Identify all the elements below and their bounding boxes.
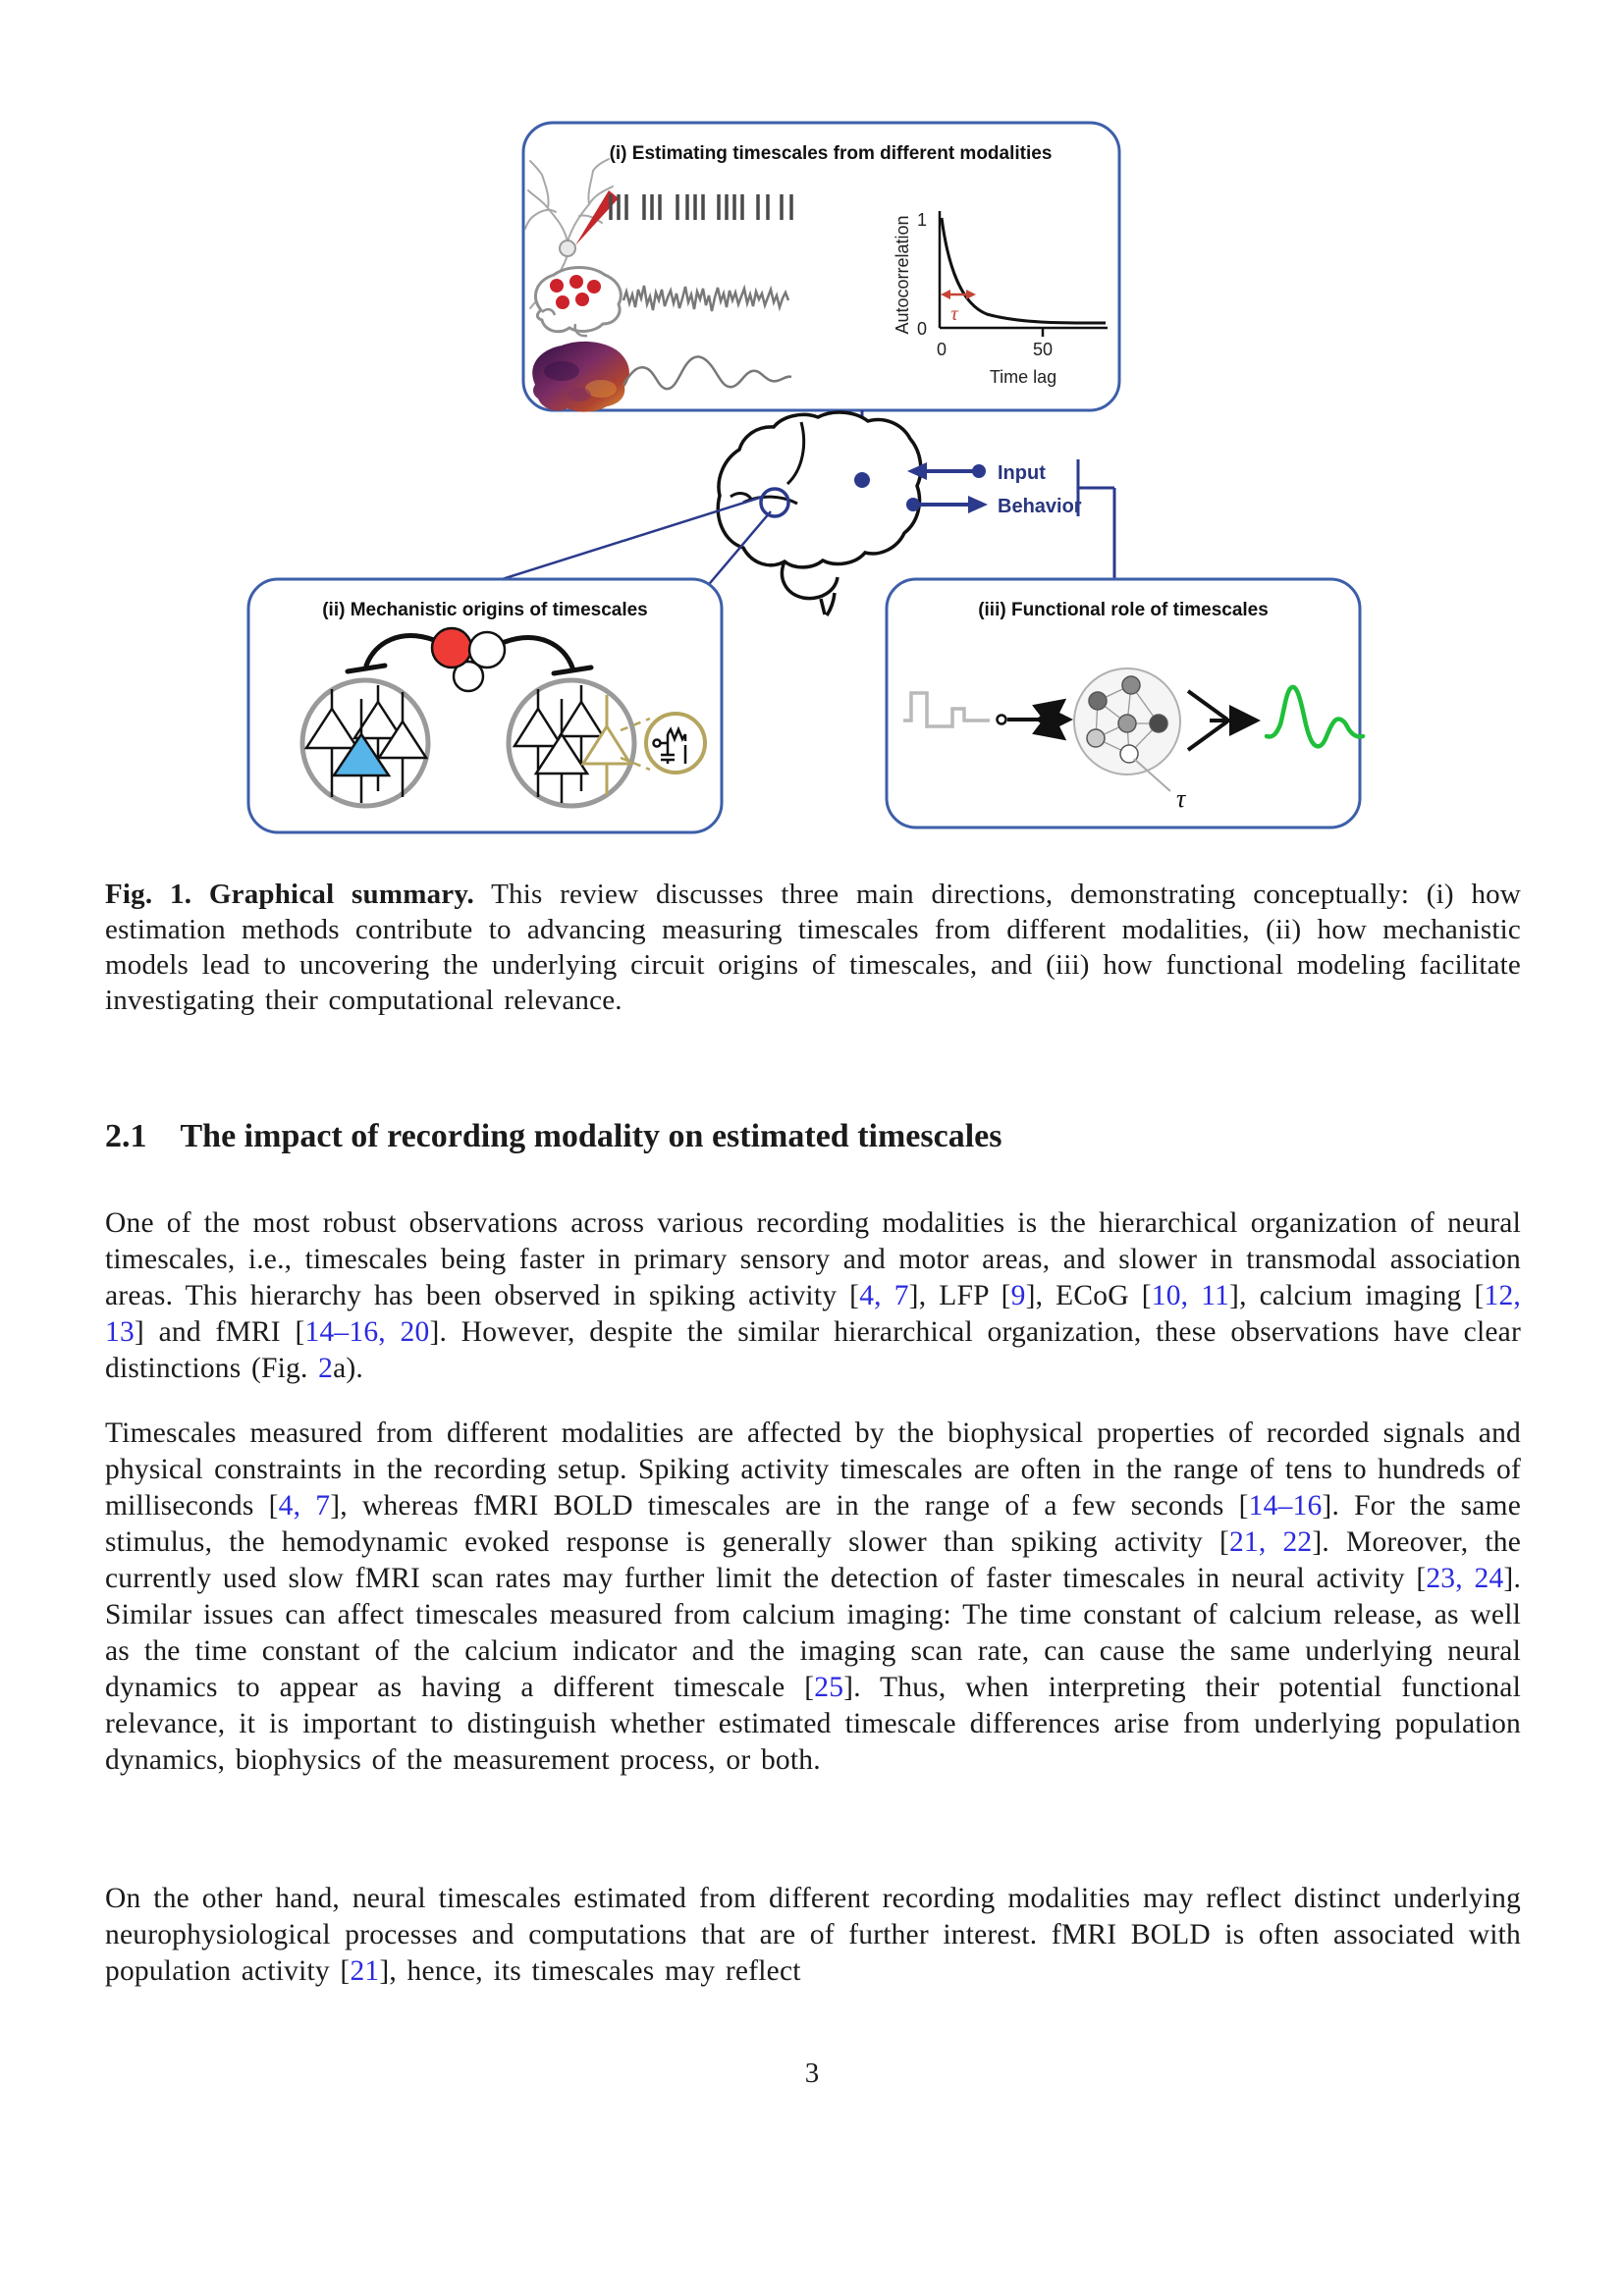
x-axis-50-tick: 50 <box>1032 340 1054 359</box>
citation-link[interactable]: 25 <box>814 1672 844 1703</box>
panel-ii-title: (ii) Mechanistic origins of timescales <box>322 600 648 620</box>
citation-link[interactable]: 14–16 <box>1248 1490 1323 1522</box>
section-number: 2.1 <box>105 1118 147 1154</box>
citation-link[interactable]: 21, 22 <box>1228 1526 1313 1558</box>
y-axis-max-tick: 1 <box>916 210 927 230</box>
paragraph-3: On the other hand, neural timescales estimated from different recording modalities may reflect distinct underlying neurophysiological processes and computations that are of further interest. fMRI BOLD is often associated with population activity [21], hence, its timescales may reflect <box>105 1883 1521 1987</box>
population-left <box>302 680 428 806</box>
input-arrow <box>907 462 1046 484</box>
input-label: Input <box>998 462 1046 484</box>
citation-link[interactable]: 23, 24 <box>1426 1563 1504 1594</box>
figure-caption: Fig. 1. Graphical summary. This review discusses three main directions, demonstrating conceptually: (i) how estimation methods contribute to advancing measuring timescales from different modalities, (ii) how mechanistic models lead to uncovering the underlying circuit origins of timescales, and (iii) how functional modeling facilitate investigating their computational relevance. <box>105 879 1521 1016</box>
paragraph-2: Timescales measured from different modalities are affected by the biophysical properties of recorded signals and physical constraints in the recording setup. Spiking activity timescales are often in the range of tens to hundreds of milliseconds [4, 7], whereas fMRI BOLD timescales are in the range of a few seconds [14–16]. For the same stimulus, the hemodynamic evoked response is generally slower than spiking activity [21, 22]. Moreover, the currently used slow fMRI scan rates may further limit the detection of faster timescales in neural activity [23, 24]. Similar issues can affect timescales measured from calcium imaging: The time constant of calcium release, as well as the time constant of the calcium indicator and the imaging scan rate, can cause the same underlying neural dynamics to appear as having a different timescale [25]. Thus, when interpreting their potential functional relevance, it is important to distinguish whether estimated timescale differences arise from underlying population dynamics, biophysics of the measurement process, or both. <box>105 1417 1522 1776</box>
panel-i-title: (i) Estimating timescales from different modalities <box>609 143 1053 164</box>
recording-site-dot <box>854 472 870 488</box>
citation-link[interactable]: 4, 7 <box>278 1490 331 1522</box>
bracket-connector <box>1078 459 1114 579</box>
panel-ii <box>248 579 722 832</box>
bold-lead-in: Fig. 1. Graphical summary. <box>105 879 474 910</box>
citation-link[interactable]: 14–16, 20 <box>304 1316 430 1348</box>
citation-link[interactable]: 9 <box>1010 1280 1026 1311</box>
panel-iii <box>887 579 1363 828</box>
section-title: The impact of recording modality on estimated timescales <box>180 1118 1002 1154</box>
x-axis-zero-tick: 0 <box>936 340 947 359</box>
panel-i <box>523 123 1119 412</box>
y-axis-min-tick: 0 <box>916 319 927 339</box>
figure-ref-link[interactable]: 2 <box>318 1353 334 1384</box>
behavior-arrow <box>906 496 1082 517</box>
panel-iii-title: (iii) Functional role of timescales <box>978 600 1269 620</box>
citation-link[interactable]: 12, 13 <box>105 1280 1521 1348</box>
citation-link[interactable]: 21 <box>350 1955 380 1987</box>
x-axis-label: Time lag <box>989 367 1057 387</box>
y-axis-label: Autocorrelation <box>893 215 912 335</box>
paragraph-1: One of the most robust observations across various recording modalities is the hierarchical organization of neural timescales, i.e., timescales being faster in primary sensory and motor areas, and slower in transmodal association areas. This hierarchy has been observed in spiking activity [4, 7], LFP [9], ECoG [10, 11], calcium imaging [12, 13] and fMRI [14–16, 20]. However, despite the similar hierarchical organization, these observations have clear distinctions (Fig. 2a). <box>105 1207 1521 1384</box>
citation-link[interactable]: 4, 7 <box>859 1280 909 1311</box>
population-right <box>509 680 634 806</box>
section-heading <box>105 1117 1521 1156</box>
tau-plot-label: τ <box>950 301 958 325</box>
fmri-brain-icon <box>532 342 629 412</box>
figure-1-graphic <box>0 0 1624 864</box>
page-number: 3 <box>804 2057 820 2089</box>
citation-link[interactable]: 10, 11 <box>1151 1280 1230 1311</box>
behavior-label: Behavior <box>998 496 1082 517</box>
tau-network-label: τ <box>1176 784 1186 813</box>
